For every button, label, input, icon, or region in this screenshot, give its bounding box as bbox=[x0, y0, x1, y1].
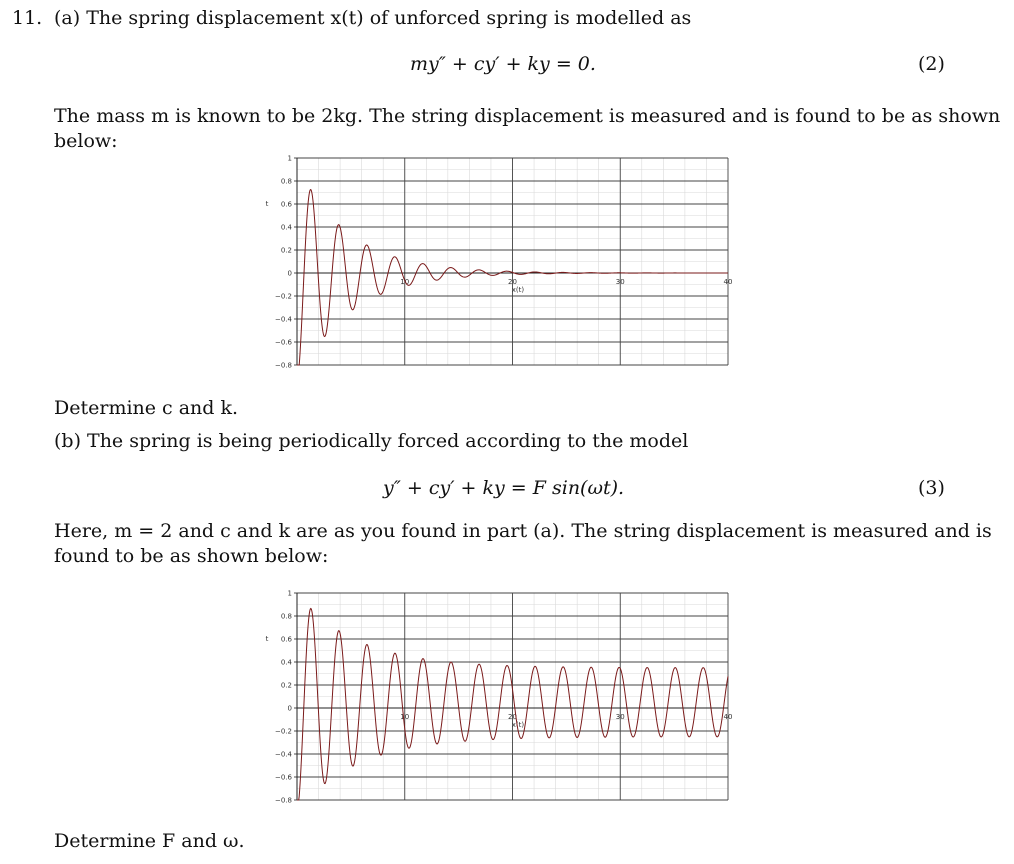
y-tick-label: −0.2 bbox=[275, 727, 292, 736]
x-axis-label: x(t) bbox=[511, 286, 525, 294]
y-tick-label: 0.8 bbox=[280, 612, 292, 621]
y-tick-label: −0.4 bbox=[275, 315, 292, 324]
paragraph-2-line-2: found to be as shown below: bbox=[54, 545, 329, 567]
paragraph-1-line-1: The mass m is known to be 2kg. The string displacement is measured and is found to be as shown bbox=[54, 105, 1001, 127]
paragraph-1-line-2: below: bbox=[54, 130, 118, 152]
x-tick-label: 30 bbox=[615, 713, 625, 721]
task-b: Determine F and ω. bbox=[54, 830, 245, 852]
y-tick-label: −0.8 bbox=[275, 796, 292, 805]
x-axis-label: x(t) bbox=[511, 721, 525, 729]
plot-forced-oscillation-svg bbox=[255, 585, 735, 805]
y-tick-label: 0.6 bbox=[280, 200, 292, 209]
y-tick-label: 0.8 bbox=[280, 177, 292, 186]
part-a-intro: (a) The spring displacement x(t) of unforced spring is modelled as bbox=[54, 7, 692, 29]
x-tick-label: 20 bbox=[508, 713, 517, 721]
x-tick-label: 40 bbox=[723, 278, 733, 286]
equation-3-number: (3) bbox=[918, 477, 945, 499]
x-tick-label: 10 bbox=[400, 278, 410, 286]
equation-2: my″ + cy′ + ky = 0. bbox=[410, 53, 596, 75]
plot-forced-oscillation bbox=[255, 585, 735, 805]
task-a: Determine c and k. bbox=[54, 397, 239, 419]
problem-number: 11. bbox=[12, 7, 43, 29]
y-tick-label: 0.4 bbox=[280, 658, 292, 667]
plot-free-oscillation-svg bbox=[255, 150, 735, 370]
x-tick-label: 20 bbox=[508, 278, 517, 286]
equation-2-number: (2) bbox=[918, 53, 945, 75]
y-tick-label: −0.2 bbox=[275, 292, 292, 301]
x-tick-label: 30 bbox=[615, 278, 625, 286]
y-axis-label: t bbox=[265, 200, 269, 208]
y-tick-label: 1 bbox=[287, 154, 292, 163]
part-b-intro: (b) The spring is being periodically forced according to the model bbox=[54, 430, 689, 452]
y-tick-label: 1 bbox=[287, 589, 292, 598]
y-axis-label: t bbox=[265, 635, 269, 643]
y-tick-label: −0.6 bbox=[275, 773, 292, 782]
y-tick-label: −0.4 bbox=[275, 750, 292, 759]
paragraph-2-line-1: Here, m = 2 and c and k are as you found in part (a). The string displacement is measured and is bbox=[54, 520, 992, 542]
y-tick-label: 0.2 bbox=[280, 246, 292, 255]
y-tick-label: −0.8 bbox=[275, 361, 292, 370]
y-tick-label: −0.6 bbox=[275, 338, 292, 347]
y-tick-label: 0.2 bbox=[280, 681, 292, 690]
y-tick-label: 0.6 bbox=[280, 635, 292, 644]
y-tick-label: 0 bbox=[287, 704, 292, 713]
x-tick-label: 40 bbox=[723, 713, 733, 721]
plot-free-oscillation bbox=[255, 150, 735, 370]
y-tick-label: 0.4 bbox=[280, 223, 292, 232]
equation-3: y″ + cy′ + ky = F sin(ωt). bbox=[383, 477, 625, 499]
y-tick-label: 0 bbox=[287, 269, 292, 278]
x-tick-label: 10 bbox=[400, 713, 410, 721]
